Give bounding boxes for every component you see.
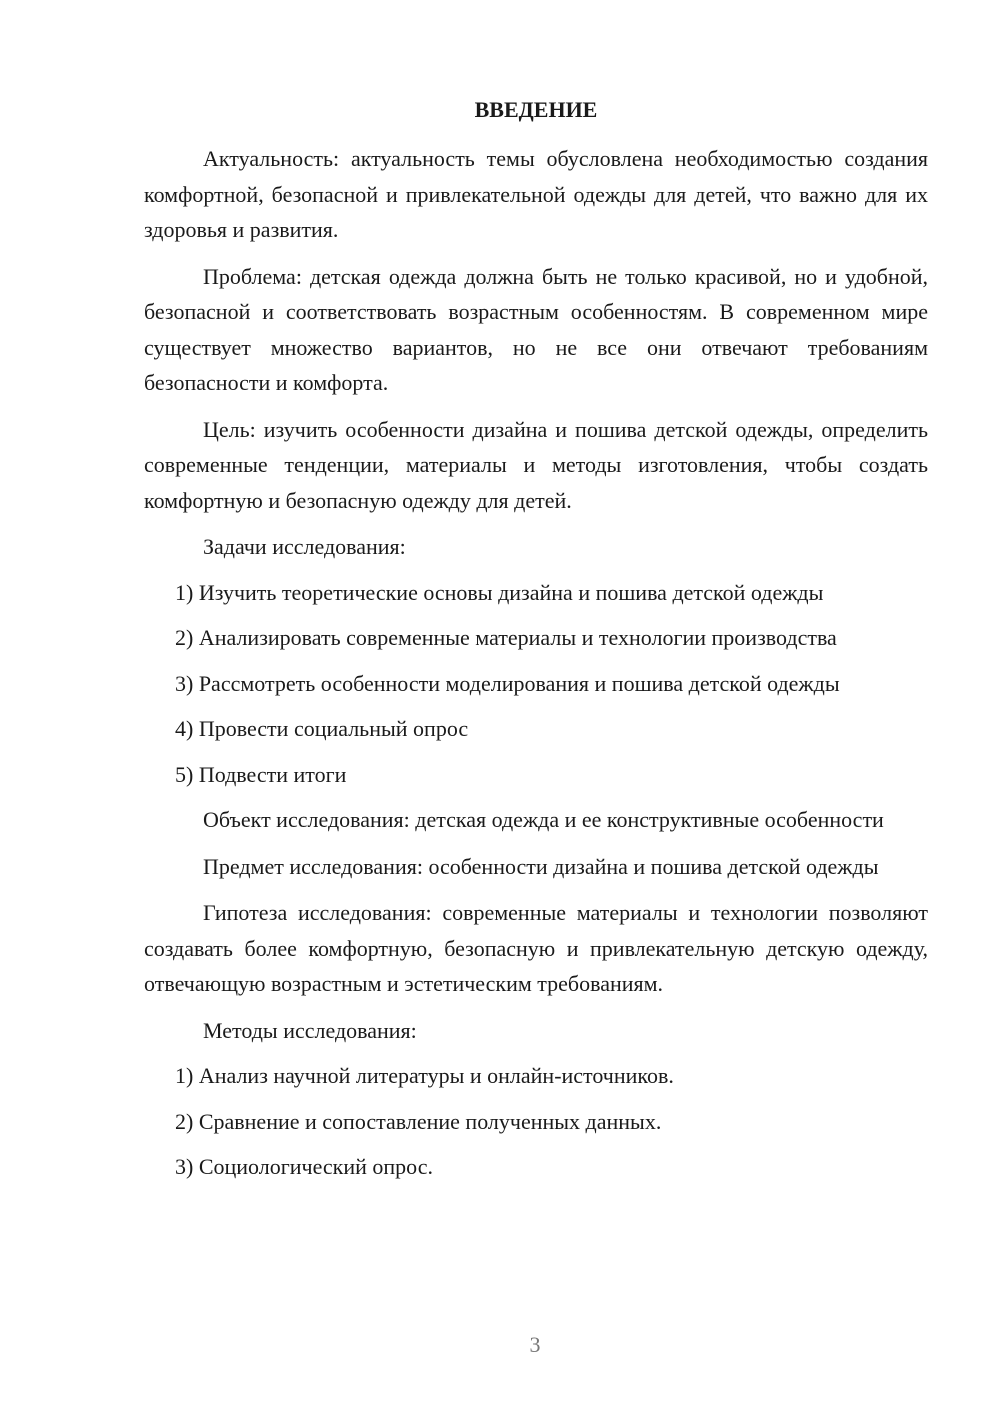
- document-page: [144, 93, 928, 1195]
- paragraph-object: Объект исследования: детская одежда и ее конструктивные особенности: [203, 807, 884, 832]
- paragraph-subject: Предмет исследования: особенности дизайна и пошива детской одежды: [203, 853, 879, 879]
- paragraph-hypothesis: Гипотеза исследования: современные материалы и технологии позволяют создавать более комфортную, безопасную и привлекательную детскую одежду, отвечающую возрастным и эстетическим требованиям.: [144, 900, 928, 996]
- methods-heading: Методы исследования:: [203, 1017, 417, 1043]
- list-item: 2) Сравнение и сопоставление полученных данных.: [175, 1108, 662, 1134]
- list-item: 5) Подвести итоги: [175, 761, 347, 787]
- list-item: 4) Провести социальный опрос: [175, 716, 469, 741]
- list-item: 1) Изучить теоретические основы дизайна и пошива детской одежды: [175, 579, 824, 605]
- tasks-heading: Задачи исследования:: [203, 534, 406, 559]
- page-title: ВВЕДЕНИЕ: [474, 97, 598, 122]
- paragraph-relevance: Актуальность: актуальность темы обусловлена необходимостью создания комфортной, безопасной и привлекательной одежды для детей, что важно для их здоровья и развития.: [144, 146, 928, 242]
- methods-list: [144, 1058, 928, 1184]
- list-item: 3) Социологический опрос.: [175, 1154, 433, 1179]
- list-item: 3) Рассмотреть особенности моделирования и пошива детской одежды: [175, 670, 840, 696]
- list-item: 1) Анализ научной литературы и онлайн-источников.: [175, 1063, 674, 1088]
- tasks-list: [144, 575, 928, 792]
- page-number: 3: [529, 1332, 541, 1357]
- paragraph-goal: Цель: изучить особенности дизайна и пошива детской одежды, определить современные тенденции, материалы и методы изготовления, чтобы создать комфортную и безопасную одежду для детей.: [144, 416, 928, 513]
- list-item: 2) Анализировать современные материалы и технологии производства: [175, 625, 837, 650]
- paragraph-problem: Проблема: детская одежда должна быть не только красивой, но и удобной, безопасной и соответствовать возрастным особенностям. В современном мире существует множество вариантов, но не все они отвечают требованиям безопасности и комфорта.: [144, 263, 928, 395]
